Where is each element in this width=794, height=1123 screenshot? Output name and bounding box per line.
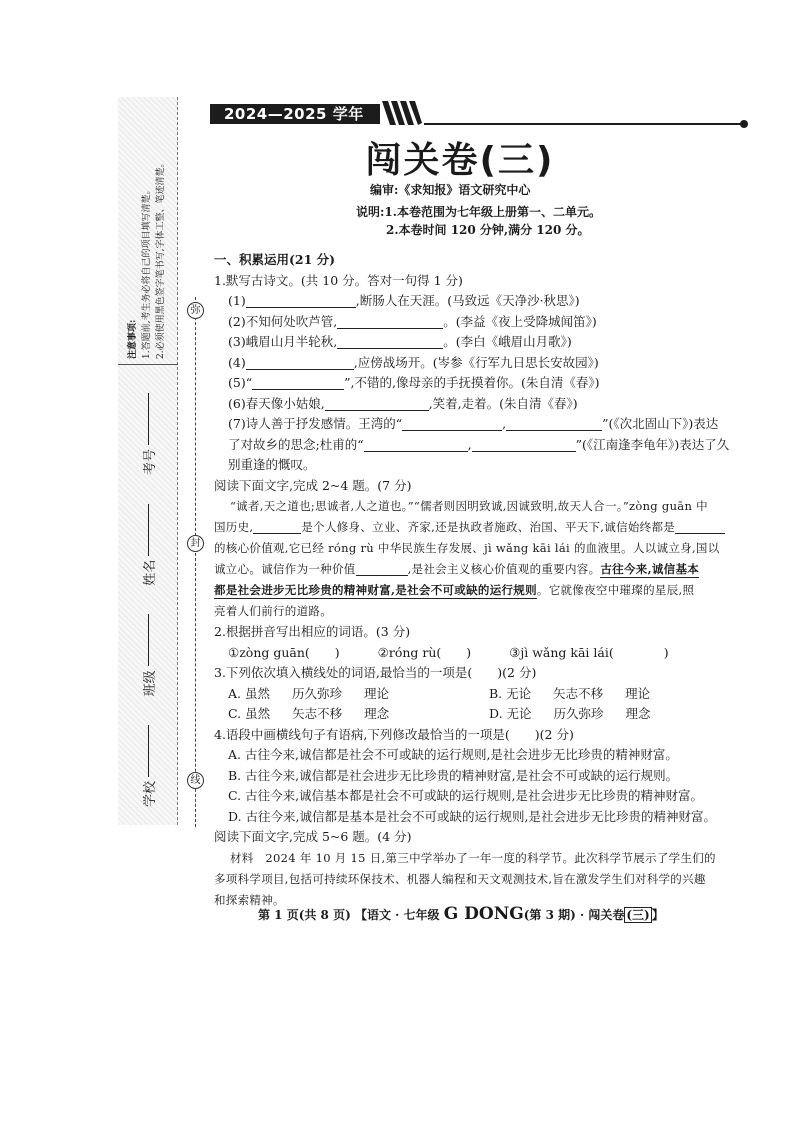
question-4-option-b[interactable]: B. 古往今来,诚信都是社会进步无比珍贵的精神财富,是社会不可或缺的运行规则。: [228, 767, 679, 783]
course-label: 【语文 · 七年级: [354, 908, 440, 922]
name-label: 姓名: [142, 559, 158, 586]
option-c[interactable]: C. 虽然 矢志不移 理念: [228, 706, 390, 721]
header-rule: [424, 123, 742, 125]
edition-label: G DONG: [443, 904, 524, 924]
answer-blank[interactable]: [252, 376, 344, 390]
passage-blank[interactable]: [675, 520, 725, 534]
exam-number-field[interactable]: [139, 393, 158, 475]
year-banner: 2024—2025 学年: [210, 104, 380, 124]
answer-blank[interactable]: [325, 397, 429, 411]
reading-instruction-1: 阅读下面文字,完成 2~4 题。(7 分): [214, 477, 412, 493]
underlined-sentence-cont: 都是社会进步无比珍贵的精神财富,是社会不可或缺的运行规则: [214, 583, 537, 597]
answer-blank[interactable]: [246, 356, 354, 370]
question-1-7-end: 别重逢的慨叹。: [228, 457, 316, 472]
question-3-stem: 3.下列依次填入横线处的词语,最恰当的一项是( )(2 分): [214, 665, 537, 680]
question-1-7-cont: 了对故乡的思念;杜甫的“ , ”(《江南逢李龟年》)表达了久: [228, 436, 730, 452]
reading-passage-1: “诚者,天之道也;思诚者,人之道也。”“儒者则因明致诚,因诚致明,故天人合一。”zòng guān 中 国历史, 是个人修身、立业、齐家,还是执政者施政、治国、平天下,诚信始终都是 的核心价值观,它已经 róng rù 中华民族生存发展、jì wǎng kāi lái 的血液里。人以诚立身,国以 诚立心。诚信作为一种价值 ,是社会主义核心价值观的重要内容。古往今来,诚信基本 都是社会进步无比珍贵的精神财富,是社会不可或缺的运行规则。它就像夜空中璀璨的星辰,照 亮着人们前行的道路。: [214, 496, 750, 622]
seal-mark-mi: 弥: [187, 302, 204, 319]
question-1-1: (1) ,断肠人在天涯。(马致远《天净沙·秋思》): [228, 293, 580, 308]
editor-line: 编审:《求知报》语文研究中心: [370, 183, 531, 197]
answer-blank[interactable]: [337, 315, 443, 329]
instruction-line-2: 2.本卷时间 120 分钟,满分 120 分。: [386, 223, 590, 237]
page-title: 闯关卷(三): [365, 140, 555, 181]
pinyin-a[interactable]: ①zòng guān( ): [228, 644, 340, 660]
seal-mark-xian: 线: [187, 772, 204, 789]
question-1-4: (4) ,应傍战场开。(岑参《行军九日思长安故园》): [228, 354, 599, 370]
question-4-option-d[interactable]: D. 古往今来,诚信都是基本是社会不可或缺的运行规则,是社会进步无比珍贵的精神财富。: [228, 808, 716, 824]
page-number: 第 1 页(共 8 页): [258, 908, 351, 922]
option-d[interactable]: D. 无论 历久弥珍 理念: [489, 706, 651, 721]
notice-title: 注意事项:: [128, 319, 138, 359]
answer-blank[interactable]: [364, 438, 468, 452]
exam-number-label: (三): [626, 908, 650, 922]
question-4-option-c[interactable]: C. 古往今来,诚信基本都是社会不可或缺的运行规则,是社会进步无比珍贵的精神财富。: [228, 788, 704, 803]
seal-line: [195, 297, 196, 827]
issue-label: (第 3 期) · 闯关卷: [523, 908, 625, 922]
question-1-6: (6)春天像小姑娘, ,笑着,走着。(朱自清《春》): [228, 395, 578, 411]
pinyin-c[interactable]: ③jì wǎng kāi lái( ): [509, 644, 669, 660]
underlined-sentence: 古往今来,诚信基本: [600, 562, 700, 576]
instruction-line-1: 说明:1.本卷范围为七年级上册第一、二单元。: [356, 205, 601, 219]
banner-stripes-decoration: [382, 101, 422, 125]
question-1-7: (7)诗人善于抒发感情。王湾的“ , ”(《次北固山下》)表达: [228, 416, 719, 431]
passage-blank[interactable]: [356, 562, 408, 576]
option-b[interactable]: B. 无论 矢志不移 理论: [489, 685, 651, 701]
answer-blank[interactable]: [246, 294, 356, 308]
school-field[interactable]: [139, 725, 158, 807]
class-field[interactable]: [139, 614, 158, 696]
section-heading: 一、积累运用(21 分): [214, 252, 336, 267]
question-2-stem: 2.根据拼音写出相应的词语。(3 分): [214, 624, 411, 639]
answer-blank[interactable]: [506, 417, 602, 431]
exam-content: [214, 250, 750, 911]
question-1-stem: 1.默写古诗文。(共 10 分。答对一句得 1 分): [214, 272, 463, 288]
exam-number-label: 考号: [142, 449, 158, 476]
answer-blank[interactable]: [402, 417, 502, 431]
class-label: 班级: [142, 670, 158, 697]
answer-blank[interactable]: [472, 438, 576, 452]
material-passage: 材料 2024 年 10 月 15 日,第三中学举办了一年一度的科学节。此次科学节展示了学生们的 多项科学项目,包括可持续环保技术、机器人编程和天文观测技术,旨在激发学生们对科学的兴趣 和探索精神。: [214, 850, 716, 907]
option-a[interactable]: A. 虽然 历久弥珍 理论: [228, 685, 390, 701]
notice-item-1: 1.答题前,考生务必将自己的项目填写清楚。: [142, 185, 152, 359]
reading-instruction-2: 阅读下面文字,完成 5~6 题。(4 分): [214, 829, 412, 844]
question-3-options-row-1: [214, 684, 750, 705]
page-footer: 第 1 页(共 8 页) 【语文 · 七年级 G DONG(第 3 期) · 闯关卷 (三) 】: [258, 904, 664, 924]
answer-blank[interactable]: [337, 335, 443, 349]
question-1-5: (5)“ ”,不错的,像母亲的手抚摸着你。(朱自清《春》): [228, 375, 600, 390]
student-info-fields: [118, 375, 178, 825]
question-2-options: [214, 643, 750, 664]
notice-item-2: 2.必须使用黑色签字笔书写,字体工整、笔迹清楚。: [156, 158, 166, 359]
question-4-option-a[interactable]: A. 古往今来,诚信都是社会不可或缺的运行规则,是社会进步无比珍贵的精神财富。: [228, 747, 678, 762]
header-rule-dot: [740, 120, 748, 128]
question-4-stem: 4.语段中画横线句子有语病,下列修改最恰当的一项是( )(2 分): [214, 726, 574, 742]
notice-box: [118, 97, 178, 365]
question-1-2: (2)不知何处吹芦管, 。(李益《夜上受降城闻笛》): [228, 313, 597, 329]
school-label: 学校: [142, 780, 158, 807]
question-3-options-row-2: [214, 704, 750, 725]
question-1-3: (3)峨眉山月半轮秋, 。(李白《峨眉山月歌》): [228, 334, 572, 349]
seal-mark-feng: 封: [187, 535, 204, 552]
pinyin-b[interactable]: ②róng rù( ): [377, 644, 472, 660]
passage-blank[interactable]: [253, 520, 301, 534]
name-field[interactable]: [139, 504, 158, 586]
